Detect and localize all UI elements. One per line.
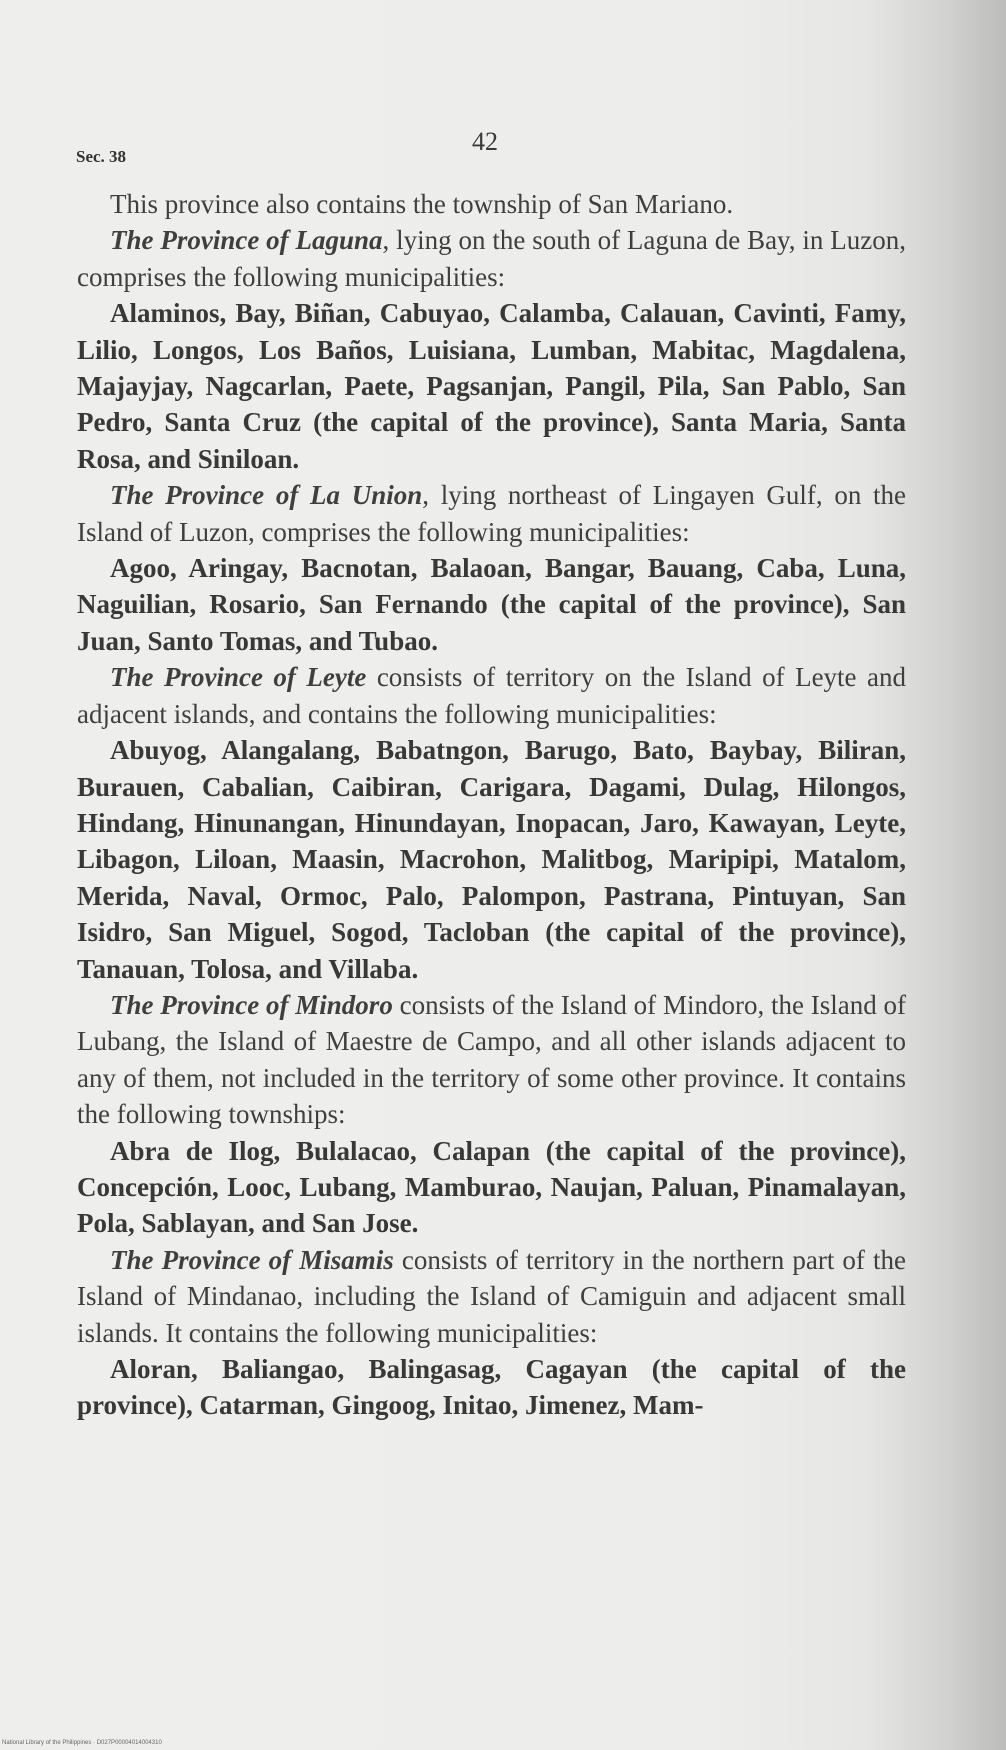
municipality-list — [77, 732, 906, 987]
paragraph — [77, 222, 906, 295]
paragraph — [77, 477, 906, 550]
municipality-list — [77, 550, 906, 659]
paragraph-text: This province also contains the township of San Mariano. — [110, 189, 734, 219]
paragraph — [77, 987, 906, 1133]
paragraph-text: Abra de Ilog, Bulalacao, Calapan (the capital of the province), Concepción, Looc, Lubang, Mamburao, Naujan, Paluan, Pinamalayan, Pola, Sablayan, and San Jose. — [77, 1135, 906, 1239]
paragraph-text: consists of the Island of Mindoro, the Island of Lubang, the Island of Maestre de Campo, and all other islands adjacent to any of them, not included in the territory of some other province. It contains the following townships: — [77, 989, 906, 1130]
body-text — [77, 186, 906, 1424]
paragraph-text: consists of territory on the Island of Leyte and adjacent islands, and contains the following municipalities: — [77, 662, 907, 729]
paragraph — [77, 1242, 906, 1351]
paragraph-text: , lying on the south of Laguna de Bay, in Luzon, comprises the following municipalities: — [77, 225, 906, 292]
province-heading: The Province of Misamis — [110, 1244, 394, 1275]
paragraph-text: consists of territory in the northern part of the Island of Mindanao, including the Island of Camiguin and adjacent small islands. It contains the following municipalities: — [77, 1244, 906, 1348]
province-heading: The Province of Mindoro — [110, 989, 393, 1020]
province-heading: The Province of Leyte — [110, 662, 367, 693]
paragraph-text: Agoo, Aringay, Bacnotan, Balaoan, Bangar, Bauang, Caba, Luna, Naguilian, Rosario, San Fernando (the capital of the province), San Juan, Santo Tomas, and Tubao. — [77, 553, 906, 656]
paragraph-text: Alaminos, Bay, Biñan, Cabuyao, Calamba, Calauan, Cavinti, Famy, Lilio, Longos, Los Baños, Luisiana, Lumban, Mabitac, Magdalena, Majayjay, Nagcarlan, Paete, Pagsanjan, Pangil, Pila, San Pablo, San Pedro, Santa Cruz (the capital of the province), Santa Maria, Santa Rosa, and Siniloan. — [77, 298, 906, 474]
paragraph-text: Aloran, Baliangao, Balingasag, Cagayan (the capital of the province), Catarman, Gingoog, Initao, Jimenez, Mam- — [77, 1354, 906, 1421]
province-heading: The Province of Laguna — [110, 225, 383, 256]
municipality-list — [77, 1133, 906, 1242]
province-heading: The Province of La Union — [110, 480, 423, 511]
municipality-list — [77, 295, 906, 477]
paragraph — [77, 186, 906, 222]
municipality-list — [77, 1351, 906, 1424]
scan-credit: National Library of the Philippines · D027P00004014004310 — [2, 1740, 162, 1746]
section-label: Sec. 38 — [76, 147, 127, 166]
page-header — [0, 125, 1006, 165]
paragraph-text: , lying northeast of Lingayen Gulf, on the Island of Luzon, comprises the following municipalities: — [77, 480, 906, 547]
paragraph — [77, 659, 906, 732]
paragraph-text: Abuyog, Alangalang, Babatngon, Barugo, Bato, Baybay, Biliran, Burauen, Cabalian, Caibiran, Carigara, Dagami, Dulag, Hilongos, Hindang, Hinunangan, Hinundayan, Inopacan, Jaro, Kawayan, Leyte, Libagon, Liloan, Maasin, Macrohon, Malitbog, Maripipi, Matalom, Merida, Naval, Ormoc, Palo, Palompon, Pastrana, Pintuyan, San Isidro, San Miguel, Sogod, Tacloban (the capital of the province), Tanauan, Tolosa, and Villaba. — [77, 735, 906, 984]
page-number: 42 — [472, 127, 498, 156]
